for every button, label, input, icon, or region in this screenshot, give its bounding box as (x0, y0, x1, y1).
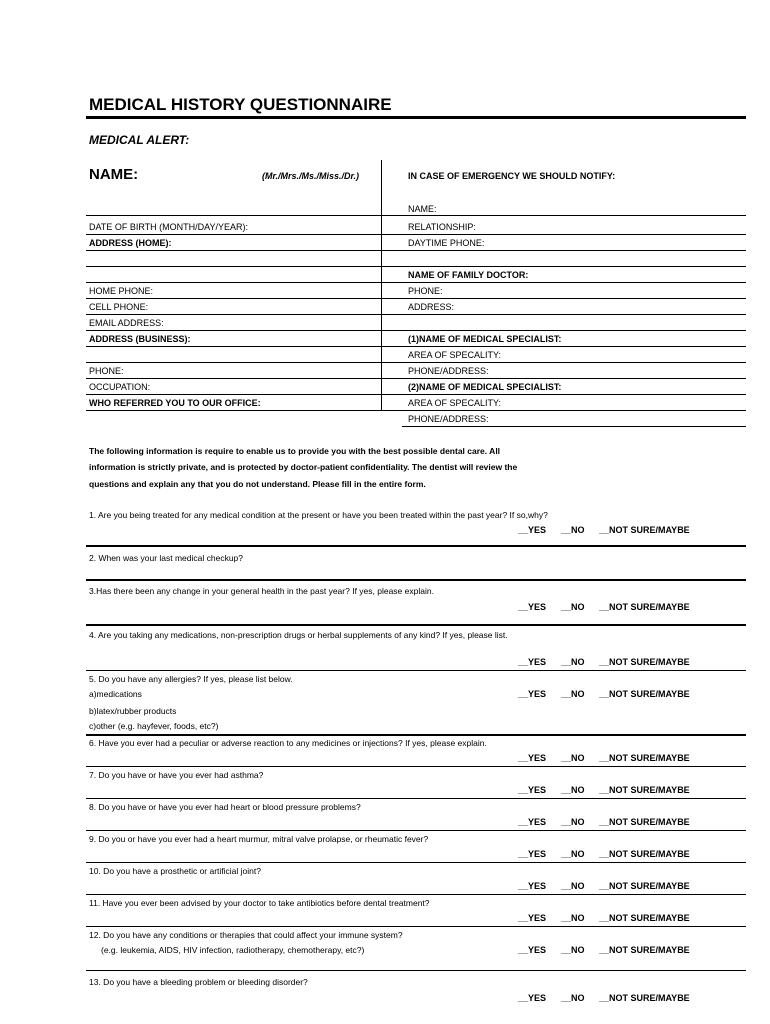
question-6: 6. Have you ever had a peculiar or adverse reaction to any medicines or injections? If yes, please explain. (89, 738, 487, 748)
question-rule (86, 830, 746, 831)
field-rule (86, 298, 746, 299)
field-rule (86, 362, 746, 363)
emergency-name-field[interactable]: NAME: (408, 204, 437, 214)
home-address-field[interactable]: ADDRESS (HOME): (89, 238, 172, 248)
q7-maybe-option[interactable]: __NOT SURE/MAYBE (599, 785, 690, 795)
q9-maybe-option[interactable]: __NOT SURE/MAYBE (599, 849, 690, 859)
doctor-address-field[interactable]: ADDRESS: (408, 302, 455, 312)
question-5c: c)other (e.g. hayfever, foods, etc?) (89, 721, 219, 731)
q7-yes-option[interactable]: __YES (518, 785, 547, 795)
relationship-field[interactable]: RELATIONSHIP: (408, 222, 476, 232)
q6-no-option[interactable]: __NO (561, 753, 585, 763)
column-divider (381, 160, 382, 410)
q12-no-option[interactable]: __NO (561, 945, 585, 955)
referred-by-field[interactable]: WHO REFERRED YOU TO OUR OFFICE: (89, 398, 261, 408)
field-rule (86, 215, 746, 216)
field-rule (86, 394, 746, 395)
question-rule (86, 926, 746, 927)
q7-no-option[interactable]: __NO (561, 785, 585, 795)
q9-yes-option[interactable]: __YES (518, 849, 547, 859)
q11-yes-option[interactable]: __YES (518, 913, 547, 923)
question-rule (86, 970, 746, 971)
specialist-2-contact-field[interactable]: PHONE/ADDRESS: (408, 414, 489, 424)
question-8: 8. Do you have or have you ever had heart or blood pressure problems? (89, 802, 361, 812)
field-rule (86, 234, 746, 235)
field-rule (86, 330, 746, 331)
q3-maybe-option[interactable]: __NOT SURE/MAYBE (599, 602, 690, 612)
q3-yes-option[interactable]: __YES (518, 602, 547, 612)
specialist-2-area-field[interactable]: AREA OF SPECALITY: (408, 398, 502, 408)
field-rule (402, 426, 746, 427)
q10-no-option[interactable]: __NO (561, 881, 585, 891)
question-rule (86, 894, 746, 895)
field-rule (86, 378, 746, 379)
q3-no-option[interactable]: __NO (561, 602, 585, 612)
occupation-field[interactable]: OCCUPATION: (89, 382, 151, 392)
intro-line: information is strictly private, and is protected by doctor-patient confidentiality. The dentist will review the (89, 462, 518, 472)
specialist-2-name-field[interactable]: (2)NAME OF MEDICAL SPECIALIST: (408, 382, 562, 392)
field-rule (86, 346, 746, 347)
q1-no-option[interactable]: __NO (561, 525, 585, 535)
question-7: 7. Do you have or have you ever had asthma? (89, 770, 264, 780)
daytime-phone-field[interactable]: DAYTIME PHONE: (408, 238, 485, 248)
cell-phone-field[interactable]: CELL PHONE: (89, 302, 149, 312)
question-rule (86, 579, 746, 581)
q8-yes-option[interactable]: __YES (518, 817, 547, 827)
business-phone-field[interactable]: PHONE: (89, 366, 124, 376)
field-rule (86, 250, 746, 251)
q11-no-option[interactable]: __NO (561, 913, 585, 923)
question-3: 3.Has there been any change in your general health in the past year? If yes, please explain. (89, 586, 434, 596)
specialist-1-contact-field[interactable]: PHONE/ADDRESS: (408, 366, 489, 376)
form-title: MEDICAL HISTORY QUESTIONNAIRE (89, 95, 392, 114)
intro-line: The following information is require to enable us to provide you with the best possible dental care. All (89, 446, 501, 456)
q12-yes-option[interactable]: __YES (518, 945, 547, 955)
field-rule (86, 282, 746, 283)
q1-yes-option[interactable]: __YES (518, 525, 547, 535)
question-5: 5. Do you have any allergies? If yes, please list below. (89, 674, 293, 684)
question-rule (86, 734, 746, 736)
business-address-field[interactable]: ADDRESS (BUSINESS): (89, 334, 191, 344)
question-11: 11. Have you ever been advised by your doctor to take antibiotics before dental treatment? (89, 898, 430, 908)
honorifics-label: (Mr./Mrs./Ms./Miss./Dr.) (262, 171, 360, 181)
q4-yes-option[interactable]: __YES (518, 657, 547, 667)
family-doctor-field[interactable]: NAME OF FAMILY DOCTOR: (408, 270, 529, 280)
title-rule (86, 116, 746, 119)
question-5b: b)latex/rubber products (89, 706, 177, 716)
q13-no-option[interactable]: __NO (561, 993, 585, 1003)
q13-maybe-option[interactable]: __NOT SURE/MAYBE (599, 993, 690, 1003)
q4-maybe-option[interactable]: __NOT SURE/MAYBE (599, 657, 690, 667)
question-1: 1. Are you being treated for any medical condition at the present or have you been treated within the past year? If so,why? (89, 510, 548, 520)
question-12-examples: (e.g. leukemia, AIDS, HIV infection, radiotherapy, chemotherapy, etc?) (101, 945, 365, 955)
q5a-maybe-option[interactable]: __NOT SURE/MAYBE (599, 689, 690, 699)
specialist-1-area-field[interactable]: AREA OF SPECALITY: (408, 350, 502, 360)
q1-maybe-option[interactable]: __NOT SURE/MAYBE (599, 525, 690, 535)
field-rule (86, 266, 746, 267)
question-2: 2. When was your last medical checkup? (89, 553, 244, 563)
question-rule (86, 545, 746, 547)
q9-no-option[interactable]: __NO (561, 849, 585, 859)
question-10: 10. Do you have a prosthetic or artificial joint? (89, 866, 261, 876)
intro-line: questions and explain any that you do not understand. Please fill in the entire form. (89, 479, 426, 489)
q4-no-option[interactable]: __NO (561, 657, 585, 667)
field-rule (86, 314, 746, 315)
question-13: 13. Do you have a bleeding problem or bleeding disorder? (89, 977, 308, 987)
question-rule (86, 798, 746, 799)
emergency-header: IN CASE OF EMERGENCY WE SHOULD NOTIFY: (408, 171, 616, 181)
q11-maybe-option[interactable]: __NOT SURE/MAYBE (599, 913, 690, 923)
q8-no-option[interactable]: __NO (561, 817, 585, 827)
question-5a: a)medications (89, 689, 142, 699)
q5a-no-option[interactable]: __NO (561, 689, 585, 699)
medical-alert-label: MEDICAL ALERT: (89, 133, 190, 147)
question-rule (86, 862, 746, 863)
q12-maybe-option[interactable]: __NOT SURE/MAYBE (599, 945, 690, 955)
question-9: 9. Do you or have you ever had a heart murmur, mitral valve prolapse, or rheumatic fever? (89, 834, 429, 844)
question-rule (86, 670, 746, 671)
home-phone-field[interactable]: HOME PHONE: (89, 286, 154, 296)
name-label: NAME: (89, 166, 139, 183)
question-rule (86, 766, 746, 767)
question-rule (86, 624, 746, 626)
q6-yes-option[interactable]: __YES (518, 753, 547, 763)
q8-maybe-option[interactable]: __NOT SURE/MAYBE (599, 817, 690, 827)
field-rule (86, 410, 746, 411)
question-12: 12. Do you have any conditions or therapies that could affect your immune system? (89, 930, 403, 940)
q6-maybe-option[interactable]: __NOT SURE/MAYBE (599, 753, 690, 763)
q5a-yes-option[interactable]: __YES (518, 689, 547, 699)
email-field[interactable]: EMAIL ADDRESS: (89, 318, 164, 328)
q13-yes-option[interactable]: __YES (518, 993, 547, 1003)
specialist-1-name-field[interactable]: (1)NAME OF MEDICAL SPECIALIST: (408, 334, 562, 344)
q10-maybe-option[interactable]: __NOT SURE/MAYBE (599, 881, 690, 891)
question-4: 4. Are you taking any medications, non-prescription drugs or herbal supplements of any kind? If yes, please list. (89, 630, 508, 640)
dob-field[interactable]: DATE OF BIRTH (MONTH/DAY/YEAR): (89, 222, 249, 232)
q10-yes-option[interactable]: __YES (518, 881, 547, 891)
doctor-phone-field[interactable]: PHONE: (408, 286, 443, 296)
